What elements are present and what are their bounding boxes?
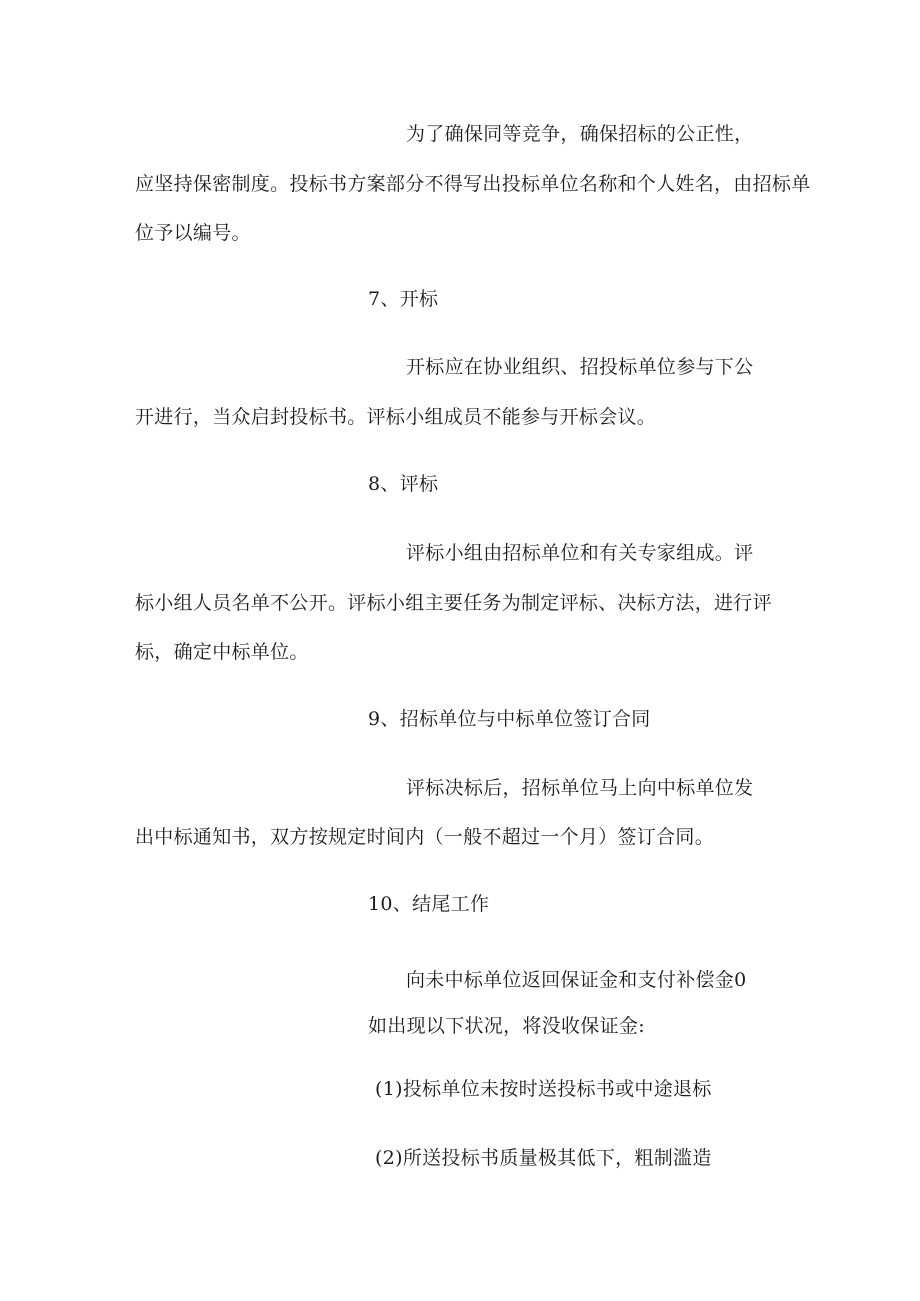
- heading-closing-work: 10、结尾工作: [368, 893, 490, 915]
- paragraph-closing-line-1: 向未中标单位返回保证金和支付补偿金0: [406, 969, 747, 991]
- paragraph-confidentiality-line-2: 应坚持保密制度。投标书方案部分不得写出投标单位名称和个人姓名，由招标单: [135, 173, 811, 195]
- paragraph-contract-line-1: 评标决标后，招标单位马上向中标单位发: [406, 777, 754, 799]
- paragraph-confidentiality-line-1: 为了确保同等竞争，确保招标的公正性，: [406, 123, 754, 145]
- paragraph-evaluation-line-3: 标，确定中标单位。: [135, 641, 309, 663]
- heading-bid-opening: 7、开标: [368, 288, 439, 310]
- paragraph-bid-opening-line-2: 开进行，当众启封投标书。评标小组成员不能参与开标会议。: [135, 406, 657, 428]
- paragraph-evaluation-line-2: 标小组人员名单不公开。评标小组主要任务为制定评标、决标方法，进行评: [135, 592, 772, 614]
- heading-bid-evaluation: 8、评标: [368, 473, 439, 495]
- list-item-1: (1)投标单位未按时送投标书或中途退标: [375, 1078, 712, 1100]
- paragraph-evaluation-line-1: 评标小组由招标单位和有关专家组成。评: [406, 542, 754, 564]
- list-item-2: (2)所送投标书质量极其低下，粗制滥造: [375, 1147, 712, 1169]
- paragraph-confidentiality-line-3: 位予以编号。: [135, 222, 251, 244]
- heading-sign-contract: 9、招标单位与中标单位签订合同: [368, 708, 651, 730]
- paragraph-bid-opening-line-1: 开标应在协业组织、招投标单位参与下公: [406, 356, 754, 378]
- paragraph-closing-line-2: 如出现以下状况，将没收保证金:: [368, 1015, 645, 1037]
- paragraph-contract-line-2: 出中标通知书，双方按规定时间内（一般不超过一个月）签订合同。: [135, 826, 715, 848]
